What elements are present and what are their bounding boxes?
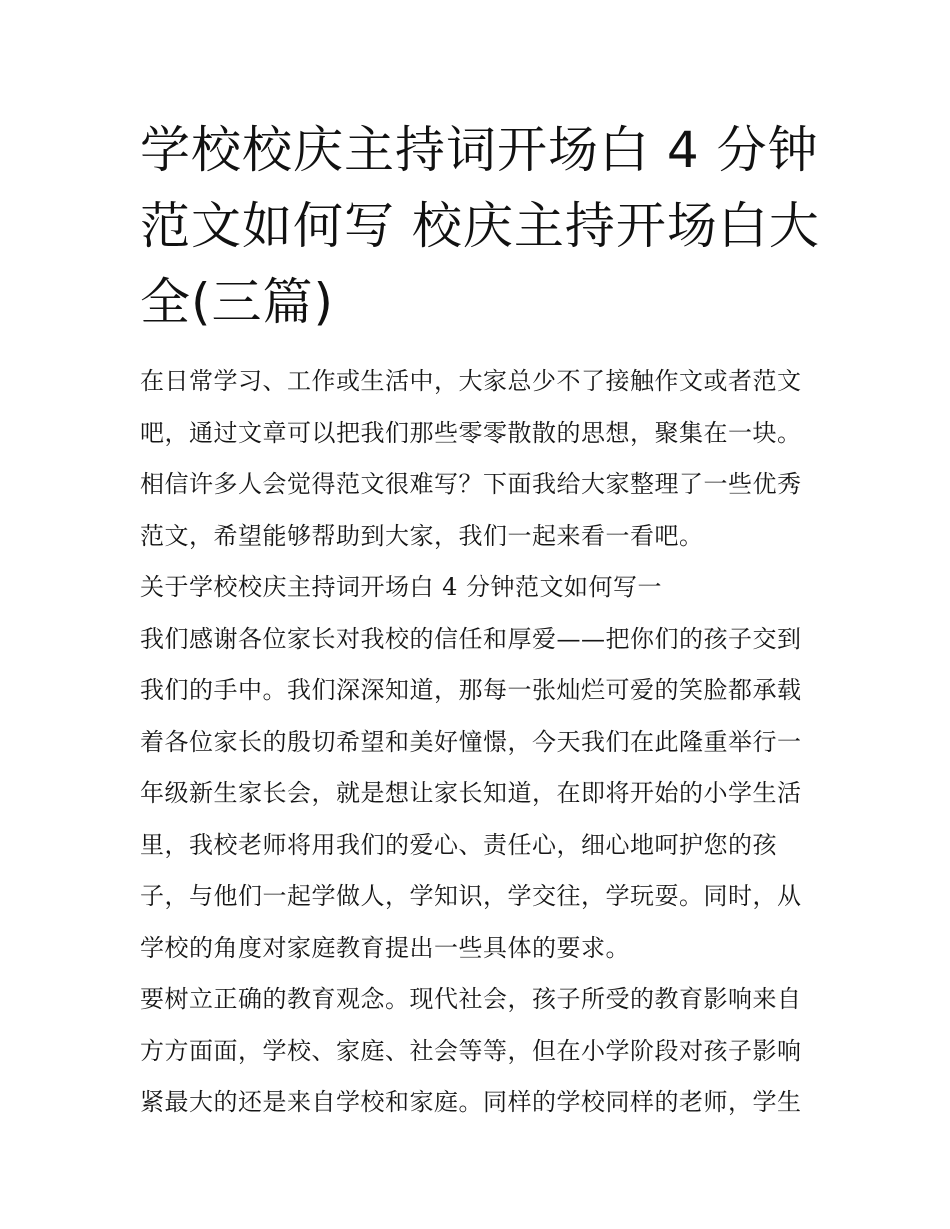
document-body: [140, 356, 820, 1129]
intro-paragraph-line: 相信许多人会觉得范文很难写？下面我给大家整理了一些优秀: [140, 470, 802, 498]
body-paragraph-line: 我们感谢各位家长对我校的信任和厚爱——把你们的孩子交到: [140, 624, 802, 653]
section-heading: 关于学校校庆主持词开场白 4 分钟范文如何写一: [140, 573, 663, 601]
body-paragraph-line: 要树立正确的教育观念。现代社会，孩子所受的教育影响来自: [140, 985, 802, 1013]
body-paragraph-line: 着各位家长的殷切希望和美好憧憬，今天我们在此隆重举行一: [140, 727, 802, 756]
body-paragraph-line: 方方面面，学校、家庭、社会等等，但在小学阶段对孩子影响: [140, 1036, 802, 1065]
document-title: [140, 112, 820, 340]
body-paragraph-line: 我们的手中。我们深深知道，那每一张灿烂可爱的笑脸都承载: [140, 676, 802, 704]
title-line-1: 学校校庆主持词开场白 4 分钟: [140, 121, 819, 179]
body-paragraph-line: 学校的角度对家庭教育提出一些具体的要求。: [140, 933, 630, 962]
intro-paragraph-line: 吧，通过文章可以把我们那些零零散散的思想，聚集在一块。: [140, 418, 802, 447]
body-paragraph-line: 年级新生家长会，就是想让家长知道，在即将开始的小学生活: [140, 779, 802, 807]
body-paragraph-line: 子，与他们一起学做人，学知识，学交往，学玩耍。同时，从: [140, 882, 802, 910]
body-paragraph-line: 紧最大的还是来自学校和家庭。同样的学校同样的老师，学生: [140, 1088, 802, 1116]
title-line-2: 范文如何写 校庆主持开场白大: [140, 197, 820, 255]
body-paragraph-line: 里，我校老师将用我们的爱心、责任心，细心地呵护您的孩: [140, 830, 777, 859]
intro-paragraph-line: 在日常学习、工作或生活中，大家总少不了接触作文或者范文: [140, 367, 802, 395]
title-line-3: 全(三篇): [140, 273, 335, 331]
intro-paragraph-line: 范文，希望能够帮助到大家，我们一起来看一看吧。: [140, 521, 704, 550]
